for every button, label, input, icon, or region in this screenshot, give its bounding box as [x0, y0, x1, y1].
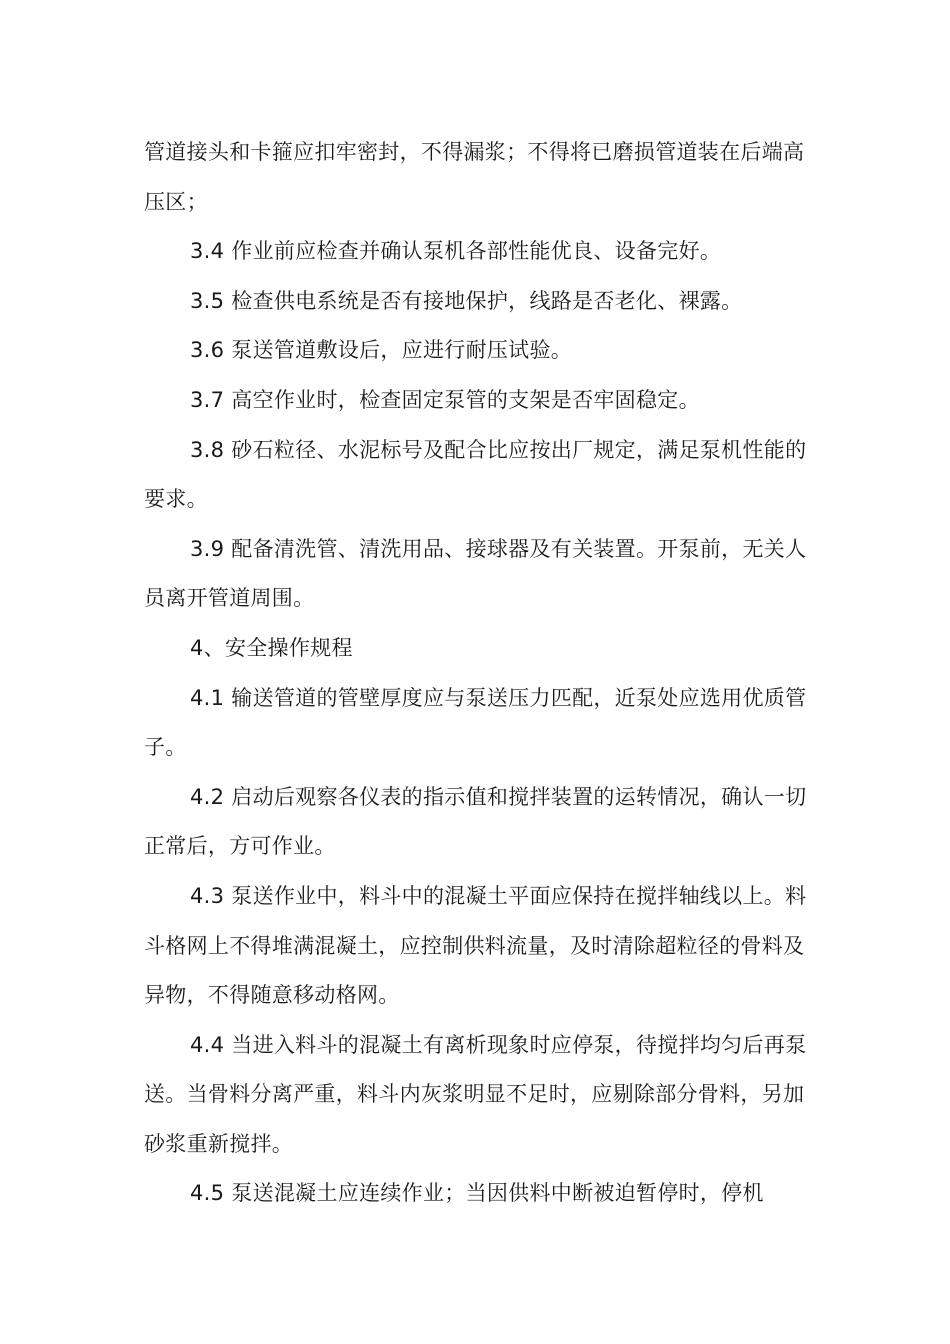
- paragraph-3-9: 3.9 配备清洗管、清洗用品、接球器及有关装置。开泵前，无关人员离开管道周围。: [144, 536, 807, 611]
- paragraph-4-3: 4.3 泵送作业中，料斗中的混凝土平面应保持在搅拌轴线以上。料斗格网上不得堆满混凝土，应控制供料流量，及时清除超粒径的骨料及异物，不得随意移动格网。: [144, 883, 807, 1008]
- paragraph-pipe-joints: 管道接头和卡箍应扣牢密封，不得漏浆；不得将已磨损管道装在后端高压区；: [144, 140, 805, 214]
- paragraph-3-6: 3.6 泵送管道敷设后，应进行耐压试验。: [190, 338, 573, 363]
- paragraph-3-5: 3.5 检查供电系统是否有接地保护，线路是否老化、裸露。: [190, 288, 743, 313]
- paragraph-3-4: 3.4 作业前应检查并确认泵机各部性能优良、设备完好。: [190, 239, 722, 264]
- document-body: [144, 128, 810, 1219]
- paragraph-3-7: 3.7 高空作业时，检查固定泵管的支架是否牢固稳定。: [190, 387, 700, 412]
- paragraph-3-8: 3.8 砂石粒径、水泥标号及配合比应按出厂规定，满足泵机性能的要求。: [144, 437, 807, 512]
- paragraph-4-5: 4.5 泵送混凝土应连续作业；当因供料中断被迫暂停时，停机: [190, 1181, 764, 1206]
- paragraph-4-4: 4.4 当进入料斗的混凝土有离析现象时应停泵，待搅拌均匀后再泵送。当骨料分离严重，料斗内灰浆明显不足时，应剔除部分骨料，另加砂浆重新搅拌。: [144, 1032, 807, 1156]
- paragraph-4-1: 4.1 输送管道的管壁厚度应与泵送压力匹配，近泵处应选用优质管子。: [144, 685, 807, 760]
- section-heading-4: 4、安全操作规程: [190, 635, 353, 660]
- paragraph-4-2: 4.2 启动后观察各仪表的指示值和搅拌装置的运转情况，确认一切正常后，方可作业。: [144, 784, 807, 859]
